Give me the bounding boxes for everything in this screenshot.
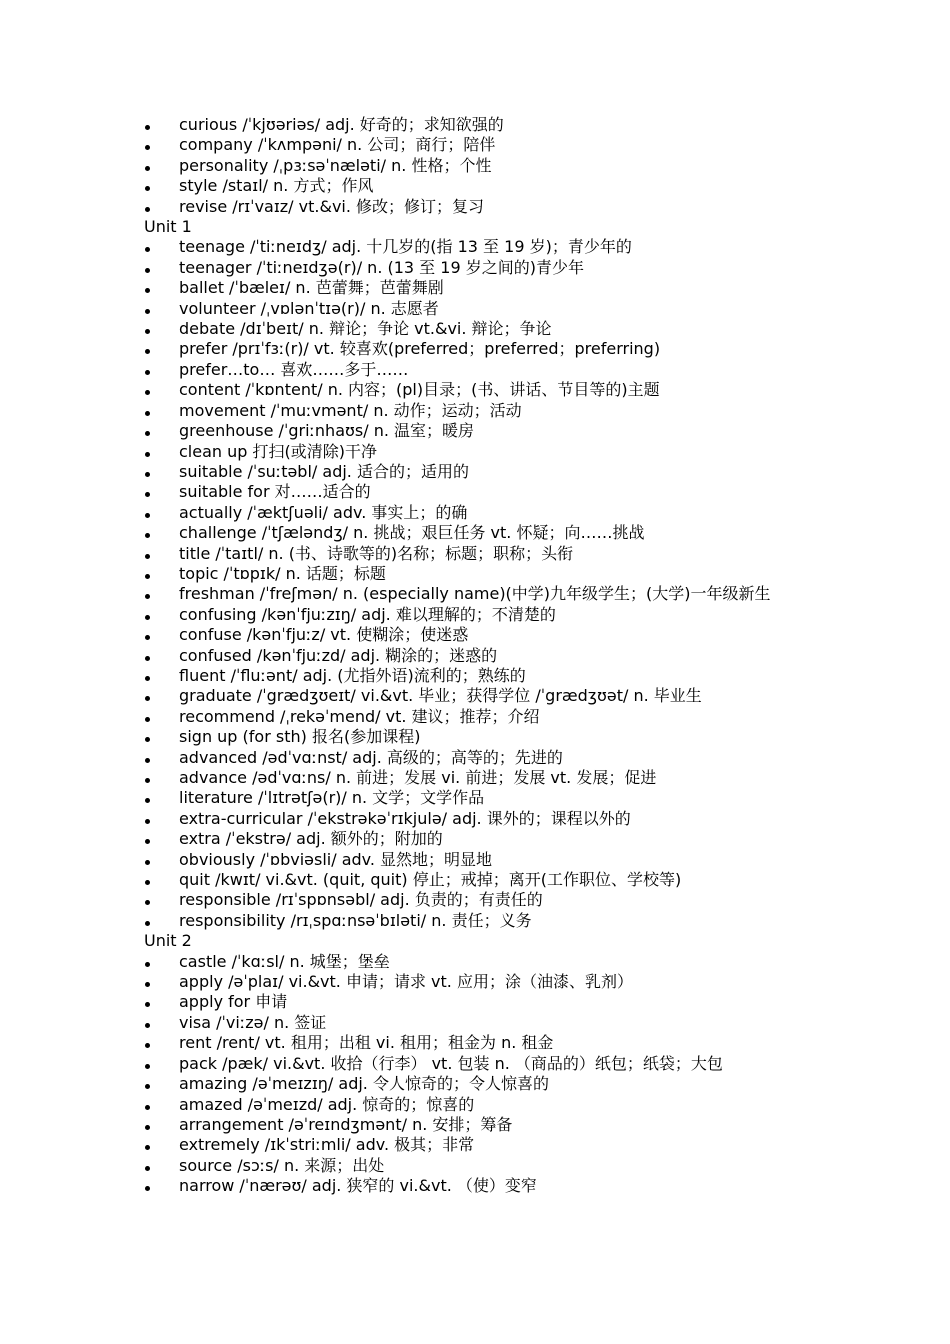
bullet-icon <box>144 482 179 502</box>
bullet-icon <box>144 992 179 1012</box>
vocab-list-item <box>144 686 824 706</box>
vocab-list-item <box>144 870 824 890</box>
bullet-icon <box>144 1095 179 1115</box>
vocab-entry-text: prefer /prɪˈfɜː(r)/ vt. 较喜欢(preferred；preferred；preferring) <box>179 339 661 359</box>
vocab-list-item <box>144 156 824 176</box>
vocab-entry-text: recommend /ˌrekəˈmend/ vt. 建议；推荐；介绍 <box>179 706 540 726</box>
bullet-icon <box>144 666 179 686</box>
bullet-icon <box>144 972 179 992</box>
vocab-entry-text: content /ˈkɒntent/ n. 内容；(pl)目录；(书、讲话、节目等的)主题 <box>179 380 660 400</box>
vocab-entry-text: company /ˈkʌmpəni/ n. 公司；商行；陪伴 <box>179 135 496 155</box>
vocab-list-item <box>144 1095 824 1115</box>
vocab-entry-text: extra-curricular /ˈekstrəkəˈrɪkjulə/ adj. 课外的；课程以外的 <box>179 808 631 828</box>
bullet-icon <box>144 401 179 421</box>
unit-heading: Unit 1 <box>144 217 192 237</box>
bullet-icon <box>144 911 179 931</box>
vocab-list-item <box>144 1176 824 1196</box>
vocab-entry-text: confused /kənˈfjuːzd/ adj. 糊涂的；迷惑的 <box>179 645 498 665</box>
bullet-icon <box>144 237 179 257</box>
vocab-list-item <box>144 135 824 155</box>
bullet-icon <box>144 1074 179 1094</box>
vocab-entry-text: arrangement /əˈreɪndʒmənt/ n. 安排；筹备 <box>179 1114 513 1134</box>
bullet-icon <box>144 462 179 482</box>
bullet-icon <box>144 1135 179 1155</box>
vocab-entry-text: amazing /əˈmeɪzɪŋ/ adj. 令人惊奇的；令人惊喜的 <box>179 1074 549 1094</box>
vocab-entry-text: teenager /ˈtiːneɪdʒə(r)/ n. (13 至 19 岁之间的)青少年 <box>179 257 584 277</box>
vocab-list-item <box>144 727 824 747</box>
vocab-list-item <box>144 1033 824 1053</box>
vocab-entry-text: revise /rɪˈvaɪz/ vt.&vi. 修改；修订；复习 <box>179 196 485 216</box>
vocab-list-item <box>144 1135 824 1155</box>
vocab-entry-text: castle /ˈkɑːsl/ n. 城堡；堡垒 <box>179 951 390 971</box>
vocab-list-item <box>144 462 824 482</box>
bullet-icon <box>144 339 179 359</box>
vocab-list-item <box>144 666 824 686</box>
vocab-entry-text: graduate /ˈgrædʒʊeɪt/ vi.&vt. 毕业；获得学位 /ˈgrædʒʊət/ n. 毕业生 <box>179 686 702 706</box>
vocab-entry-text: responsibility /rɪˌspɑːnsəˈbɪləti/ n. 责任；义务 <box>179 910 532 930</box>
bullet-icon <box>144 788 179 808</box>
vocab-list-item <box>144 972 824 992</box>
vocab-entry-text: rent /rent/ vt. 租用；出租 vi. 租用；租金为 n. 租金 <box>179 1033 554 1053</box>
vocab-list-item <box>144 1074 824 1094</box>
vocab-list-item <box>144 258 824 278</box>
vocab-list-item <box>144 625 824 645</box>
vocab-list-item <box>144 176 824 196</box>
vocab-list-item <box>144 788 824 808</box>
vocab-list-item <box>144 707 824 727</box>
vocab-entry-text: amazed /əˈmeɪzd/ adj. 惊奇的；惊喜的 <box>179 1094 475 1114</box>
bullet-icon <box>144 605 179 625</box>
vocabulary-page <box>144 115 824 1197</box>
vocab-list-item <box>144 482 824 502</box>
vocab-list-item <box>144 237 824 257</box>
bullet-icon <box>144 1156 179 1176</box>
bullet-icon <box>144 503 179 523</box>
vocab-entry-text: extremely /ɪkˈstriːmli/ adv. 极其；非常 <box>179 1135 475 1155</box>
vocab-entry-text: responsible /rɪˈspɒnsəbl/ adj. 负责的；有责任的 <box>179 890 543 910</box>
vocab-list-item <box>144 768 824 788</box>
vocab-entry-text: movement /ˈmuːvmənt/ n. 动作；运动；活动 <box>179 400 522 420</box>
vocab-entry-text: apply /əˈplaɪ/ vi.&vt. 申请；请求 vt. 应用；涂（油漆、乳剂） <box>179 972 633 992</box>
vocab-list-item <box>144 992 824 1012</box>
vocab-list-item <box>144 1156 824 1176</box>
bullet-icon <box>144 278 179 298</box>
vocab-list-item <box>144 442 824 462</box>
bullet-icon <box>144 176 179 196</box>
vocab-entry-text: personality /ˌpɜːsəˈnæləti/ n. 性格；个性 <box>179 155 492 175</box>
bullet-icon <box>144 625 179 645</box>
bullet-icon <box>144 258 179 278</box>
bullet-icon <box>144 584 179 604</box>
bullet-icon <box>144 1013 179 1033</box>
bullet-icon <box>144 870 179 890</box>
bullet-icon <box>144 890 179 910</box>
bullet-icon <box>144 544 179 564</box>
vocab-entry-text: clean up 打扫(或清除)干净 <box>179 441 377 461</box>
bullet-icon <box>144 1115 179 1135</box>
vocab-entry-text: advance /ədˈvɑːns/ n. 前进；发展 vi. 前进；发展 vt. 发展；促进 <box>179 768 657 787</box>
vocab-list-item <box>144 401 824 421</box>
vocab-list-item <box>144 646 824 666</box>
vocab-entry-text: topic /ˈtɒpɪk/ n. 话题；标题 <box>179 563 386 583</box>
vocab-list-item <box>144 952 824 972</box>
vocab-list-item <box>144 319 824 339</box>
vocab-list-item <box>144 605 824 625</box>
vocab-list-item <box>144 1054 824 1074</box>
vocab-list-item <box>144 503 824 523</box>
vocab-entry-text: source /sɔːs/ n. 来源；出处 <box>179 1155 385 1175</box>
vocab-entry-text: confuse /kənˈfjuːz/ vt. 使糊涂；使迷惑 <box>179 625 469 645</box>
bullet-icon <box>144 1033 179 1053</box>
vocab-entry-text: freshman /ˈfreʃmən/ n. (especially name)(中学)九年级学生；(大学)一年级新生 <box>179 584 771 604</box>
vocab-entry-text: challenge /ˈtʃæləndʒ/ n. 挑战；艰巨任务 vt. 怀疑；向……挑战 <box>179 523 645 543</box>
vocab-entry-text: apply for 申请 <box>179 992 288 1012</box>
bullet-icon <box>144 809 179 829</box>
bullet-icon <box>144 768 179 788</box>
vocab-entry-text: ballet /ˈbæleɪ/ n. 芭蕾舞；芭蕾舞剧 <box>179 278 444 298</box>
vocab-list-item <box>144 421 824 441</box>
vocab-list-item <box>144 197 824 217</box>
vocab-entry-text: volunteer /ˌvɒlənˈtɪə(r)/ n. 志愿者 <box>179 298 439 318</box>
vocab-list-item <box>144 523 824 543</box>
vocab-list-item <box>144 380 824 400</box>
vocab-list-item <box>144 299 824 319</box>
vocab-entry-text: actually /ˈæktʃuəli/ adv. 事实上；的确 <box>179 502 468 522</box>
bullet-icon <box>144 319 179 339</box>
vocab-list-item <box>144 564 824 584</box>
bullet-icon <box>144 1176 179 1196</box>
vocab-list-item <box>144 1013 824 1033</box>
vocab-list-item <box>144 278 824 298</box>
bullet-icon <box>144 952 179 972</box>
vocab-entry-text: pack /pæk/ vi.&vt. 收拾（行李） vt. 包装 n. （商品的）纸包；纸袋；大包 <box>179 1053 723 1073</box>
bullet-icon <box>144 115 179 135</box>
vocab-entry-text: suitable for 对……适合的 <box>179 482 371 502</box>
bullet-icon <box>144 197 179 217</box>
vocab-list-item <box>144 115 824 135</box>
bullet-icon <box>144 442 179 462</box>
bullet-icon <box>144 850 179 870</box>
bullet-icon <box>144 360 179 380</box>
vocab-entry-text: visa /ˈviːzə/ n. 签证 <box>179 1012 327 1032</box>
vocab-entry-text: style /staɪl/ n. 方式；作风 <box>179 176 374 196</box>
vocab-list-item <box>144 809 824 829</box>
bullet-icon <box>144 564 179 584</box>
vocab-entry-text: quit /kwɪt/ vi.&vt. (quit, quit) 停止；戒掉；离开(工作职位、学校等) <box>179 870 682 890</box>
vocab-entry-text: confusing /kənˈfjuːzɪŋ/ adj. 难以理解的；不清楚的 <box>179 604 556 624</box>
vocab-entry-text: extra /ˈekstrə/ adj. 额外的；附加的 <box>179 829 443 849</box>
vocab-list-item <box>144 544 824 564</box>
vocab-list-item <box>144 584 824 604</box>
bullet-icon <box>144 646 179 666</box>
bullet-icon <box>144 156 179 176</box>
bullet-icon <box>144 421 179 441</box>
vocab-entry-text: literature /ˈlɪtrətʃə(r)/ n. 文学；文学作品 <box>179 788 485 808</box>
vocab-list-item <box>144 1115 824 1135</box>
vocab-entry-text: prefer…to… 喜欢……多于…… <box>179 359 409 379</box>
bullet-icon <box>144 523 179 543</box>
bullet-icon <box>144 686 179 706</box>
vocab-list-item <box>144 360 824 380</box>
bullet-icon <box>144 829 179 849</box>
vocab-entry-text: fluent /ˈfluːənt/ adj. (尤指外语)流利的；熟练的 <box>179 665 526 685</box>
bullet-icon <box>144 135 179 155</box>
bullet-icon <box>144 707 179 727</box>
vocab-list-item <box>144 911 824 931</box>
vocab-entry-text: sign up (for sth) 报名(参加课程) <box>179 727 421 747</box>
vocab-entry-text: advanced /ədˈvɑːnst/ adj. 高级的；高等的；先进的 <box>179 747 563 767</box>
vocab-entry-text: suitable /ˈsuːtəbl/ adj. 适合的；适用的 <box>179 461 469 481</box>
vocab-list-item <box>144 829 824 849</box>
bullet-icon <box>144 299 179 319</box>
bullet-icon <box>144 748 179 768</box>
vocab-entry-text: obviously /ˈɒbviəsli/ adv. 显然地；明显地 <box>179 849 493 869</box>
vocab-list-item <box>144 748 824 768</box>
bullet-icon <box>144 380 179 400</box>
unit-heading: Unit 2 <box>144 931 192 951</box>
vocab-entry-text: teenage /ˈtiːneɪdʒ/ adj. 十几岁的(指 13 至 19 岁)；青少年的 <box>179 237 632 257</box>
bullet-icon <box>144 727 179 747</box>
vocab-entry-text: title /ˈtaɪtl/ n. (书、诗歌等的)名称；标题；职称；头衔 <box>179 543 574 563</box>
bullet-icon <box>144 1054 179 1074</box>
vocab-list-item <box>144 339 824 359</box>
vocab-entry-text: curious /ˈkjʊəriəs/ adj. 好奇的；求知欲强的 <box>179 115 504 134</box>
vocab-entry-text: greenhouse /ˈgriːnhaʊs/ n. 温室；暖房 <box>179 421 475 441</box>
vocab-entry-text: debate /dɪˈbeɪt/ n. 辩论；争论 vt.&vi. 辩论；争论 <box>179 319 552 339</box>
vocab-list-item <box>144 890 824 910</box>
vocab-entry-text: narrow /ˈnærəʊ/ adj. 狭窄的 vi.&vt. （使）变窄 <box>179 1176 537 1196</box>
vocab-list-item <box>144 850 824 870</box>
